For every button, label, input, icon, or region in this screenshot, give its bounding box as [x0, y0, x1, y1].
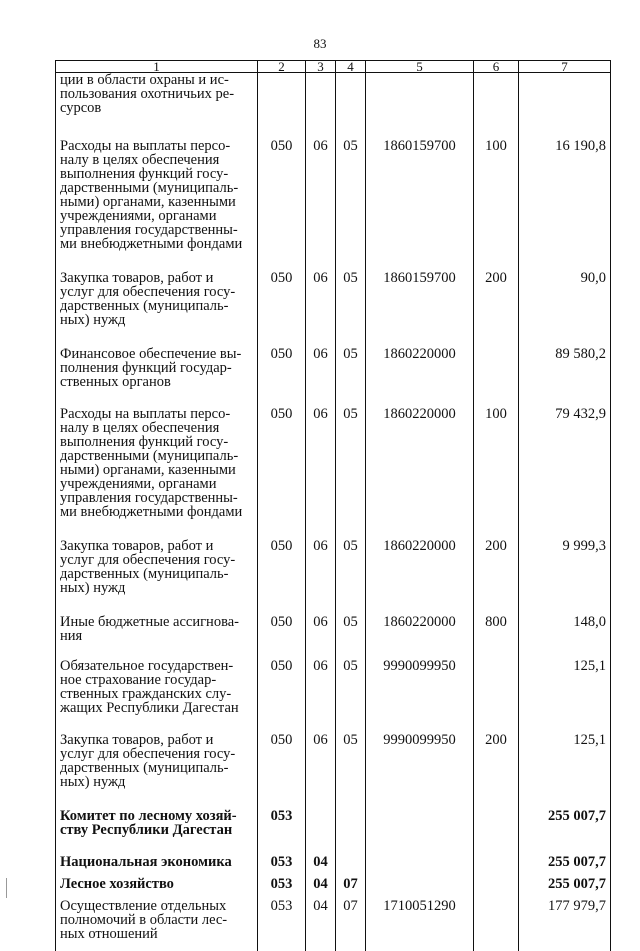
cell-target-article [366, 877, 474, 891]
cell-amount: 90,0 [519, 271, 611, 327]
cell-target-article: 9990099950 [366, 733, 474, 789]
cell-subsection: 07 [336, 877, 366, 891]
cell-name: Расходы на выплаты персо- налу в целях обеспечения выполнения функций госу- дарственными (муниципаль- ными) органами, казенными учреждениями, органами управления государственны- ми внебюджетными фондами [56, 139, 258, 251]
row-spacer [56, 595, 611, 615]
cell-section [306, 73, 336, 116]
cell-amount: 9 999,3 [519, 539, 611, 595]
cell-target-article [366, 809, 474, 837]
cell-admin-code: 050 [258, 347, 306, 389]
cell-name: Закупка товаров, работ и услуг для обеспечения госу- дарственных (муниципаль- ных) нужд [56, 539, 258, 595]
col-header-4: 4 [336, 61, 366, 73]
cell-section: 06 [306, 539, 336, 595]
col-header-5: 5 [366, 61, 474, 73]
cell-amount: 148,0 [519, 615, 611, 643]
cell-target-article: 1860159700 [366, 139, 474, 251]
table-row [56, 615, 611, 643]
cell-section: 06 [306, 659, 336, 715]
table-row [56, 855, 611, 869]
cell-subsection [336, 73, 366, 116]
cell-section: 04 [306, 899, 336, 941]
cell-name: ции в области охраны и ис- пользования охотничьих ре- сурсов [56, 73, 258, 116]
cell-amount: 79 432,9 [519, 407, 611, 519]
cell-target-article: 1860159700 [366, 271, 474, 327]
cell-admin-code: 053 [258, 877, 306, 891]
table-row [56, 733, 611, 789]
cell-name: Национальная экономика [56, 855, 258, 869]
table-row [56, 877, 611, 891]
cell-name: Финансовое обеспечение вы- полнения функций государ- ственных органов [56, 347, 258, 389]
table-body [56, 73, 611, 951]
page-number: 83 [0, 36, 640, 52]
table-row [56, 347, 611, 389]
cell-admin-code [258, 73, 306, 116]
table-row [56, 73, 611, 116]
cell-amount: 16 190,8 [519, 139, 611, 251]
cell-name: Закупка товаров, работ и услуг для обеспечения госу- дарственных (муниципаль- ных) нужд [56, 271, 258, 327]
cell-expense-type: 200 [474, 539, 519, 595]
cell-admin-code: 050 [258, 539, 306, 595]
table-row [56, 659, 611, 715]
cell-admin-code: 050 [258, 139, 306, 251]
cell-admin-code: 050 [258, 733, 306, 789]
cell-expense-type [474, 347, 519, 389]
cell-section [306, 809, 336, 837]
cell-expense-type [474, 659, 519, 715]
cell-subsection: 05 [336, 615, 366, 643]
col-header-1: 1 [56, 61, 258, 73]
cell-name: Обязательное государствен- ное страхование государ- ственных гражданских слу- жащих Республики Дагестан [56, 659, 258, 715]
table-row [56, 271, 611, 327]
row-spacer [56, 519, 611, 539]
cell-subsection: 05 [336, 733, 366, 789]
cell-target-article: 1860220000 [366, 615, 474, 643]
cell-name: Осуществление отдельных полномочий в области лес- ных отношений [56, 899, 258, 941]
row-spacer [56, 389, 611, 407]
cell-section: 06 [306, 615, 336, 643]
cell-subsection [336, 809, 366, 837]
col-header-3: 3 [306, 61, 336, 73]
table-row [56, 407, 611, 519]
cell-name: Иные бюджетные ассигнова- ния [56, 615, 258, 643]
cell-expense-type: 800 [474, 615, 519, 643]
row-spacer [56, 327, 611, 347]
cell-amount: 177 979,7 [519, 899, 611, 941]
cell-section: 06 [306, 407, 336, 519]
cell-expense-type: 100 [474, 407, 519, 519]
cell-target-article: 1710051290 [366, 899, 474, 941]
cell-amount: 255 007,7 [519, 855, 611, 869]
cell-section: 06 [306, 271, 336, 327]
cell-target-article: 1860220000 [366, 539, 474, 595]
scan-edge-mark [6, 878, 7, 898]
cell-target-article: 1860220000 [366, 347, 474, 389]
row-spacer [56, 941, 611, 951]
cell-subsection: 05 [336, 139, 366, 251]
cell-admin-code: 050 [258, 407, 306, 519]
row-spacer [56, 115, 611, 139]
cell-name: Закупка товаров, работ и услуг для обеспечения госу- дарственных (муниципаль- ных) нужд [56, 733, 258, 789]
row-spacer [56, 837, 611, 855]
cell-section: 06 [306, 733, 336, 789]
cell-section: 04 [306, 877, 336, 891]
cell-expense-type [474, 899, 519, 941]
cell-admin-code: 053 [258, 809, 306, 837]
cell-target-article [366, 855, 474, 869]
cell-expense-type [474, 855, 519, 869]
table-header-row [56, 61, 611, 73]
cell-expense-type [474, 877, 519, 891]
cell-amount: 255 007,7 [519, 877, 611, 891]
cell-expense-type: 100 [474, 139, 519, 251]
cell-amount: 255 007,7 [519, 809, 611, 837]
cell-section: 04 [306, 855, 336, 869]
cell-section: 06 [306, 347, 336, 389]
cell-subsection: 07 [336, 899, 366, 941]
cell-expense-type: 200 [474, 733, 519, 789]
cell-name: Расходы на выплаты персо- налу в целях обеспечения выполнения функций госу- дарственными (муниципаль- ными) органами, казенными учреждениями, органами управления государственны- ми внебюджетными фондами [56, 407, 258, 519]
cell-amount: 125,1 [519, 733, 611, 789]
col-header-6: 6 [474, 61, 519, 73]
cell-expense-type: 200 [474, 271, 519, 327]
col-header-2: 2 [258, 61, 306, 73]
cell-target-article: 1860220000 [366, 407, 474, 519]
cell-subsection: 05 [336, 407, 366, 519]
cell-section: 06 [306, 139, 336, 251]
cell-subsection: 05 [336, 659, 366, 715]
row-spacer [56, 251, 611, 271]
cell-target-article: 9990099950 [366, 659, 474, 715]
cell-subsection: 05 [336, 539, 366, 595]
table-row [56, 899, 611, 941]
table-row [56, 539, 611, 595]
row-spacer [56, 643, 611, 659]
cell-name: Комитет по лесному хозяй- ству Республики Дагестан [56, 809, 258, 837]
table-row [56, 809, 611, 837]
cell-admin-code: 050 [258, 615, 306, 643]
cell-amount: 89 580,2 [519, 347, 611, 389]
cell-subsection [336, 855, 366, 869]
cell-subsection: 05 [336, 347, 366, 389]
col-header-7: 7 [519, 61, 611, 73]
budget-table [55, 60, 611, 951]
cell-admin-code: 053 [258, 855, 306, 869]
table-row [56, 139, 611, 251]
cell-amount [519, 73, 611, 116]
cell-subsection: 05 [336, 271, 366, 327]
cell-expense-type [474, 73, 519, 116]
cell-name: Лесное хозяйство [56, 877, 258, 891]
cell-expense-type [474, 809, 519, 837]
cell-admin-code: 053 [258, 899, 306, 941]
cell-admin-code: 050 [258, 271, 306, 327]
cell-admin-code: 050 [258, 659, 306, 715]
row-spacer [56, 789, 611, 809]
cell-target-article [366, 73, 474, 116]
cell-amount: 125,1 [519, 659, 611, 715]
row-spacer [56, 715, 611, 733]
